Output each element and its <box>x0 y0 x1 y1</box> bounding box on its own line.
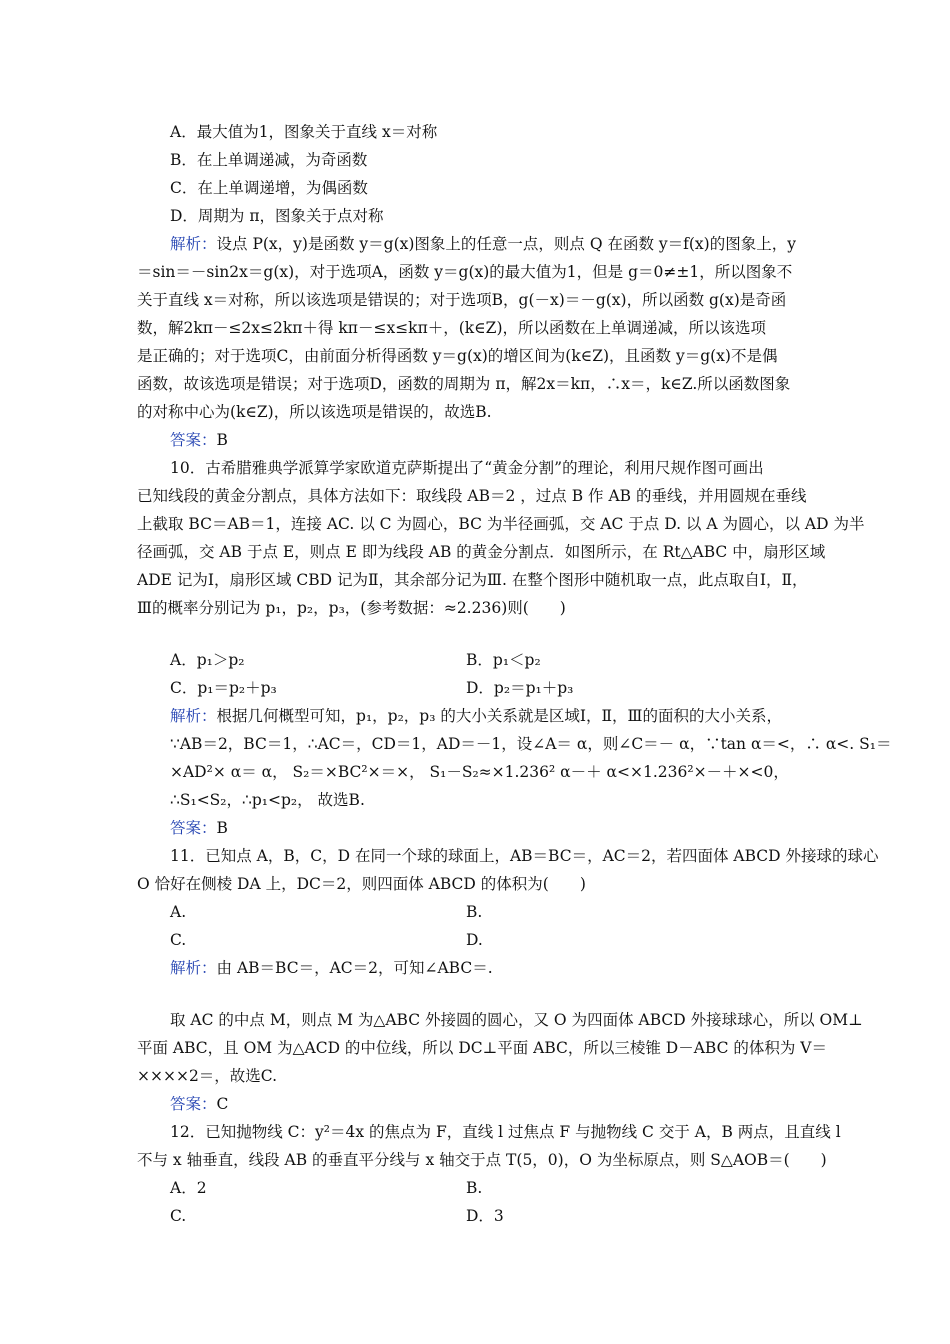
q11-option-b: B. <box>466 903 483 921</box>
q11-analysis-label: 解析： <box>170 959 217 977</box>
q10-stem-line: 10．古希腊雅典学派算学家欧道克萨斯提出了“黄金分割”的理论，利用尺规作图可画出 <box>170 459 764 477</box>
q9-option-c: C．在上单调递增，为偶函数 <box>170 179 368 197</box>
q10-option-d: D．p₂＝p₁＋p₃ <box>466 679 574 697</box>
q11-analysis-line: 取 AC 的中点 M，则点 M 为△ABC 外接圆的圆心，又 O 为四面体 ABCD 外接球球心，所以 OM⊥ <box>170 1011 863 1029</box>
q9-analysis-line: 解析：设点 P(x，y)是函数 y＝g(x)图象上的任意一点，则点 Q 在函数 y＝f(x)的图象上，y <box>170 235 796 253</box>
q10-stem-line: 上截取 BC＝AB＝1，连接 AC. 以 C 为圆心，BC 为半径画弧，交 AC 于点 D. 以 A 为圆心，以 AD 为半 <box>137 515 865 533</box>
q10-stem-line: Ⅲ的概率分别记为 p₁，p₂，p₃，(参考数据：≈2.236)则( ) <box>137 599 566 617</box>
q10-analysis-label: 解析： <box>170 707 217 725</box>
q10-stem-line: 径画弧，交 AB 于点 E，则点 E 即为线段 AB 的黄金分割点．如图所示，在 Rt△ABC 中，扇形区域 <box>137 543 826 561</box>
q12-stem-line: 不与 x 轴垂直，线段 AB 的垂直平分线与 x 轴交于点 T(5，0)，O 为坐标原点，则 S△AOB＝( ) <box>137 1151 827 1169</box>
q9-analysis-label: 解析： <box>170 235 217 253</box>
q10-analysis-line: ∵AB＝2，BC＝1，∴AC＝，CD＝1，AD＝－1，设∠A＝ α，则∠C＝－ α，∵tan α＝<，∴ α<. S₁＝ <box>170 735 892 753</box>
q10-stem-line: 已知线段的黄金分割点，具体方法如下：取线段 AB＝2 ，过点 B 作 AB 的垂线，并用圆规在垂线 <box>137 487 807 505</box>
q11-analysis-line: 平面 ABC，且 OM 为△ACD 的中位线，所以 DC⊥平面 ABC，所以三棱锥 D－ABC 的体积为 V＝ <box>137 1039 828 1057</box>
q9-analysis-line: 数，解2kπ－≤2x≤2kπ＋得 kπ－≤x≤kπ＋，(k∈Z)，所以函数在上单调递减，所以该选项 <box>137 319 766 337</box>
q9-option-b: B．在上单调递减，为奇函数 <box>170 151 368 169</box>
q9-analysis-line: 的对称中心为(k∈Z)，所以该选项是错误的，故选B. <box>137 403 492 421</box>
q11-stem-line: 11．已知点 A，B，C，D 在同一个球的球面上，AB＝BC＝，AC＝2，若四面体 ABCD 外接球的球心 <box>170 847 879 865</box>
q12-option-b: B. <box>466 1179 483 1197</box>
q9-option-d: D．周期为 π，图象关于点对称 <box>170 207 384 225</box>
q10-answer-value: B <box>216 819 228 837</box>
q10-option-a: A．p₁＞p₂ <box>170 651 245 669</box>
q10-stem-line: ADE 记为Ⅰ，扇形区域 CBD 记为Ⅱ，其余部分记为Ⅲ. 在整个图形中随机取一点，此点取自Ⅰ，Ⅱ， <box>137 571 808 589</box>
q11-analysis-line: ××××2＝，故选C. <box>137 1067 278 1085</box>
q12-stem-line: 12．已知抛物线 C：y²＝4x 的焦点为 F，直线 l 过焦点 F 与抛物线 C 交于 A，B 两点，且直线 l <box>170 1123 841 1141</box>
q10-answer <box>170 818 228 838</box>
q9-answer-label: 答案： <box>170 431 217 449</box>
q11-answer-label: 答案： <box>170 1095 217 1113</box>
q10-option-b: B．p₁＜p₂ <box>466 651 541 669</box>
q12-option-a: A．2 <box>170 1179 207 1197</box>
q11-answer-value: C <box>216 1095 229 1113</box>
q9-answer <box>170 430 228 450</box>
q10-option-c: C．p₁＝p₂＋p₃ <box>170 679 277 697</box>
q11-analysis-line: 解析：由 AB＝BC＝，AC＝2，可知∠ABC＝. <box>170 959 493 977</box>
q9-answer-value: B <box>216 431 228 449</box>
q10-analysis-line: 解析：根据几何概型可知，p₁，p₂，p₃ 的大小关系就是区域Ⅰ，Ⅱ，Ⅲ的面积的大小关系， <box>170 707 782 725</box>
q10-answer-label: 答案： <box>170 819 217 837</box>
q10-analysis-line: ×AD²× α＝ α， S₂＝×BC²×＝×， S₁－S₂≈×1.236² α－＋ α<×1.236²×－＋×<0， <box>170 763 789 781</box>
q9-analysis-line: ＝sin＝－sin2x＝g(x)，对于选项A，函数 y＝g(x)的最大值为1，但是 g＝0≠±1，所以图象不 <box>137 263 793 281</box>
q12-option-d: D．3 <box>466 1207 504 1225</box>
q11-option-d: D. <box>466 931 483 949</box>
q11-option-c: C. <box>170 931 187 949</box>
q11-answer <box>170 1094 228 1114</box>
q9-option-a: A．最大值为1，图象关于直线 x＝对称 <box>170 123 438 141</box>
q11-stem-line: O 恰好在侧棱 DA 上，DC＝2，则四面体 ABCD 的体积为( ) <box>137 875 586 893</box>
q12-option-c: C. <box>170 1207 187 1225</box>
q9-analysis-line: 函数，故该选项是错误；对于选项D，函数的周期为 π，解2x＝kπ，∴x＝，k∈Z.所以函数图象 <box>137 375 791 393</box>
q11-option-a: A. <box>170 903 187 921</box>
q10-analysis-line: ∴S₁<S₂，∴p₁<p₂， 故选B. <box>170 791 365 809</box>
q9-analysis-line: 关于直线 x＝对称，所以该选项是错误的；对于选项B，g(－x)＝－g(x)，所以函数 g(x)是奇函 <box>137 291 787 309</box>
q9-analysis-line: 是正确的；对于选项C，由前面分析得函数 y＝g(x)的增区间为(k∈Z)，且函数 y＝g(x)不是偶 <box>137 347 778 365</box>
